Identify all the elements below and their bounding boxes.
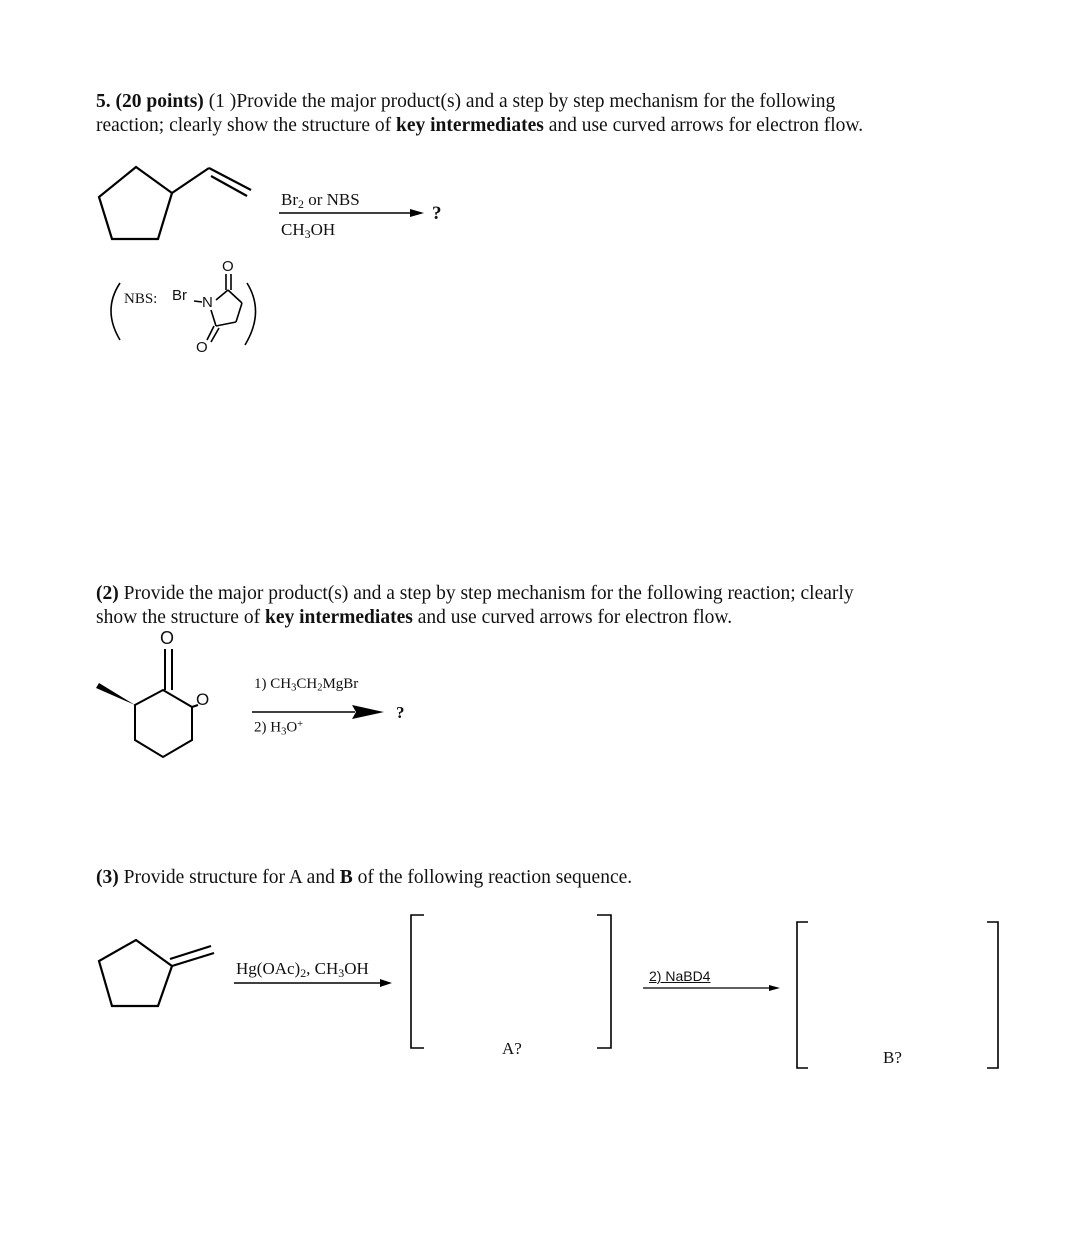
lactone-structure	[135, 649, 198, 757]
part-label: (1 )	[208, 91, 237, 112]
reagent-hydronium: 2) $H_3O^+$	[254, 719, 304, 738]
nbs-bromine: Br	[172, 287, 187, 304]
ring-oxygen: O	[196, 690, 210, 709]
key-intermediates-bold-2: key intermediates	[264, 607, 413, 628]
nbs-oxygen-top: O	[222, 258, 234, 275]
question-1-line-2-a: reaction; clearly show the structure of	[96, 115, 396, 136]
vinylcyclopentane-structure	[99, 167, 251, 239]
question-2-text	[96, 582, 976, 630]
reagent-mercuric-acetate: $Hg(OAc)_2$, $CH_3OH$	[236, 959, 369, 980]
product-unknown-2: ?	[396, 703, 405, 722]
nbs-nitrogen: N	[202, 294, 213, 311]
question-2-line-2	[96, 606, 976, 630]
methylenecyclopentane-structure	[99, 940, 214, 1006]
reagent-nabd4: 2) NaBD4	[649, 968, 711, 984]
right-parenthesis	[245, 283, 256, 345]
reaction-arrow-2	[252, 705, 384, 719]
left-parenthesis	[111, 283, 120, 340]
product-a-label: A?	[502, 1039, 522, 1058]
part-label-3: (3)	[96, 867, 119, 888]
reagent-grignard: 1) $CH_3CH_2MgBr$	[254, 676, 359, 694]
question-1-line-2-b: and use curved arrows for electron flow.	[543, 115, 864, 136]
bracket-a	[411, 915, 611, 1048]
question-2-line-2-b: and use curved arrows for electron flow.	[412, 607, 733, 628]
points-label: (20 points)	[115, 91, 204, 112]
key-intermediates-bold: key intermediates	[395, 115, 544, 136]
question-2-line-1	[96, 582, 976, 606]
bracket-b	[797, 922, 998, 1068]
reagent-br2-nbs: $Br_2$ or NBS	[281, 190, 360, 211]
carbonyl-oxygen: O	[160, 628, 175, 648]
reaction-arrow-4	[643, 985, 780, 991]
question-3-text-a: Provide structure for A and	[118, 867, 340, 888]
part-label-2: (2)	[96, 583, 119, 604]
methyl-wedge	[96, 683, 135, 705]
nbs-label: NBS:	[124, 291, 158, 307]
question-3-b-bold: B	[339, 867, 353, 888]
question-2-line-1-text: Provide the major product(s) and a step by step mechanism for the following reaction; clearly	[118, 583, 854, 604]
question-1-line-1-text: Provide the major product(s) and a step by step mechanism for the following	[236, 91, 836, 112]
nbs-oxygen-bottom: O	[196, 339, 208, 356]
product-unknown-1: ?	[432, 203, 442, 224]
question-3-text	[96, 866, 976, 890]
reagent-ch3oh: $CH_3OH$	[281, 220, 336, 241]
question-number: 5	[96, 91, 106, 112]
question-3-text-b: of the following reaction sequence.	[352, 867, 633, 888]
question-1-line-1: 5. (20 points) (1 )Provide the major product(s) and a step by step mechanism for the following	[96, 91, 836, 112]
question-2-line-2-a: show the structure of	[96, 607, 265, 628]
product-b-label: B?	[883, 1048, 902, 1067]
